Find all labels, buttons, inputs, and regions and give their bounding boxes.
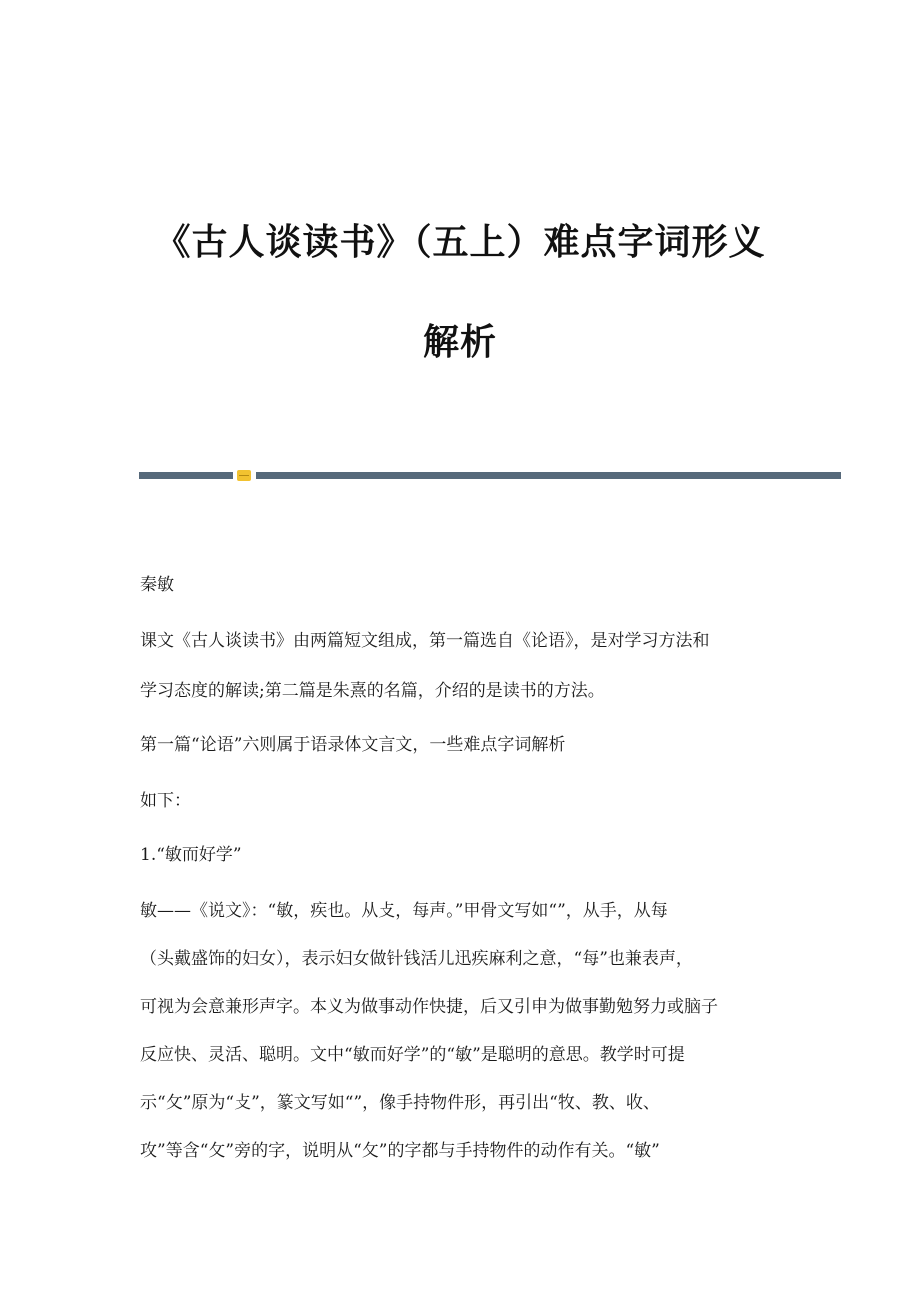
item-body-line: 反应快、灵活、聪明。文中“敏而好学”的“敏”是聪明的意思。教学时可提 [140,1045,685,1065]
divider-envelope-icon [237,470,251,481]
divider-bar-right [256,472,841,479]
item-body-line: 可视为会意兼形声字。本义为做事动作快捷，后又引申为做事勤勉努力或脑子 [140,997,718,1017]
document-title-line-2: 解析 [422,322,497,363]
intro-paragraph-line-2: 学习态度的解读;第二篇是朱熹的名篇，介绍的是读书的方法。 [140,681,605,701]
item-body-line: （头戴盛饰的妇女），表示妇女做针钱活儿迅疾麻利之意，“每”也兼表声， [140,949,693,969]
divider-bar-left [139,472,233,479]
document-title-line-1: 《古人谈读书》（五上）难点字词形义 [154,222,766,263]
section-paragraph-line-2: 如下： [140,791,191,811]
item-body-line: 示“攵”原为“攴”，篆文写如“”，像手持物件形，再引出“牧、教、收、 [140,1093,660,1113]
intro-paragraph-line-1: 课文《古人谈读书》由两篇短文组成，第一篇选自《论语》，是对学习方法和 [140,631,710,651]
section-paragraph-line-1: 第一篇“论语”六则属于语录体文言文，一些难点字词解析 [140,735,566,755]
item-heading: 1.“敏而好学” [140,845,242,865]
item-body-line: 敏——《说文》：“敏，疾也。从攴，每声。”甲骨文写如“”，从手，从每 [140,901,668,921]
item-body-line: 攻”等含“攵”旁的字，说明从“攵”的字都与手持物件的动作有关。“敏” [140,1141,660,1161]
author-name: 秦敏 [140,575,174,595]
title-divider [139,470,841,480]
